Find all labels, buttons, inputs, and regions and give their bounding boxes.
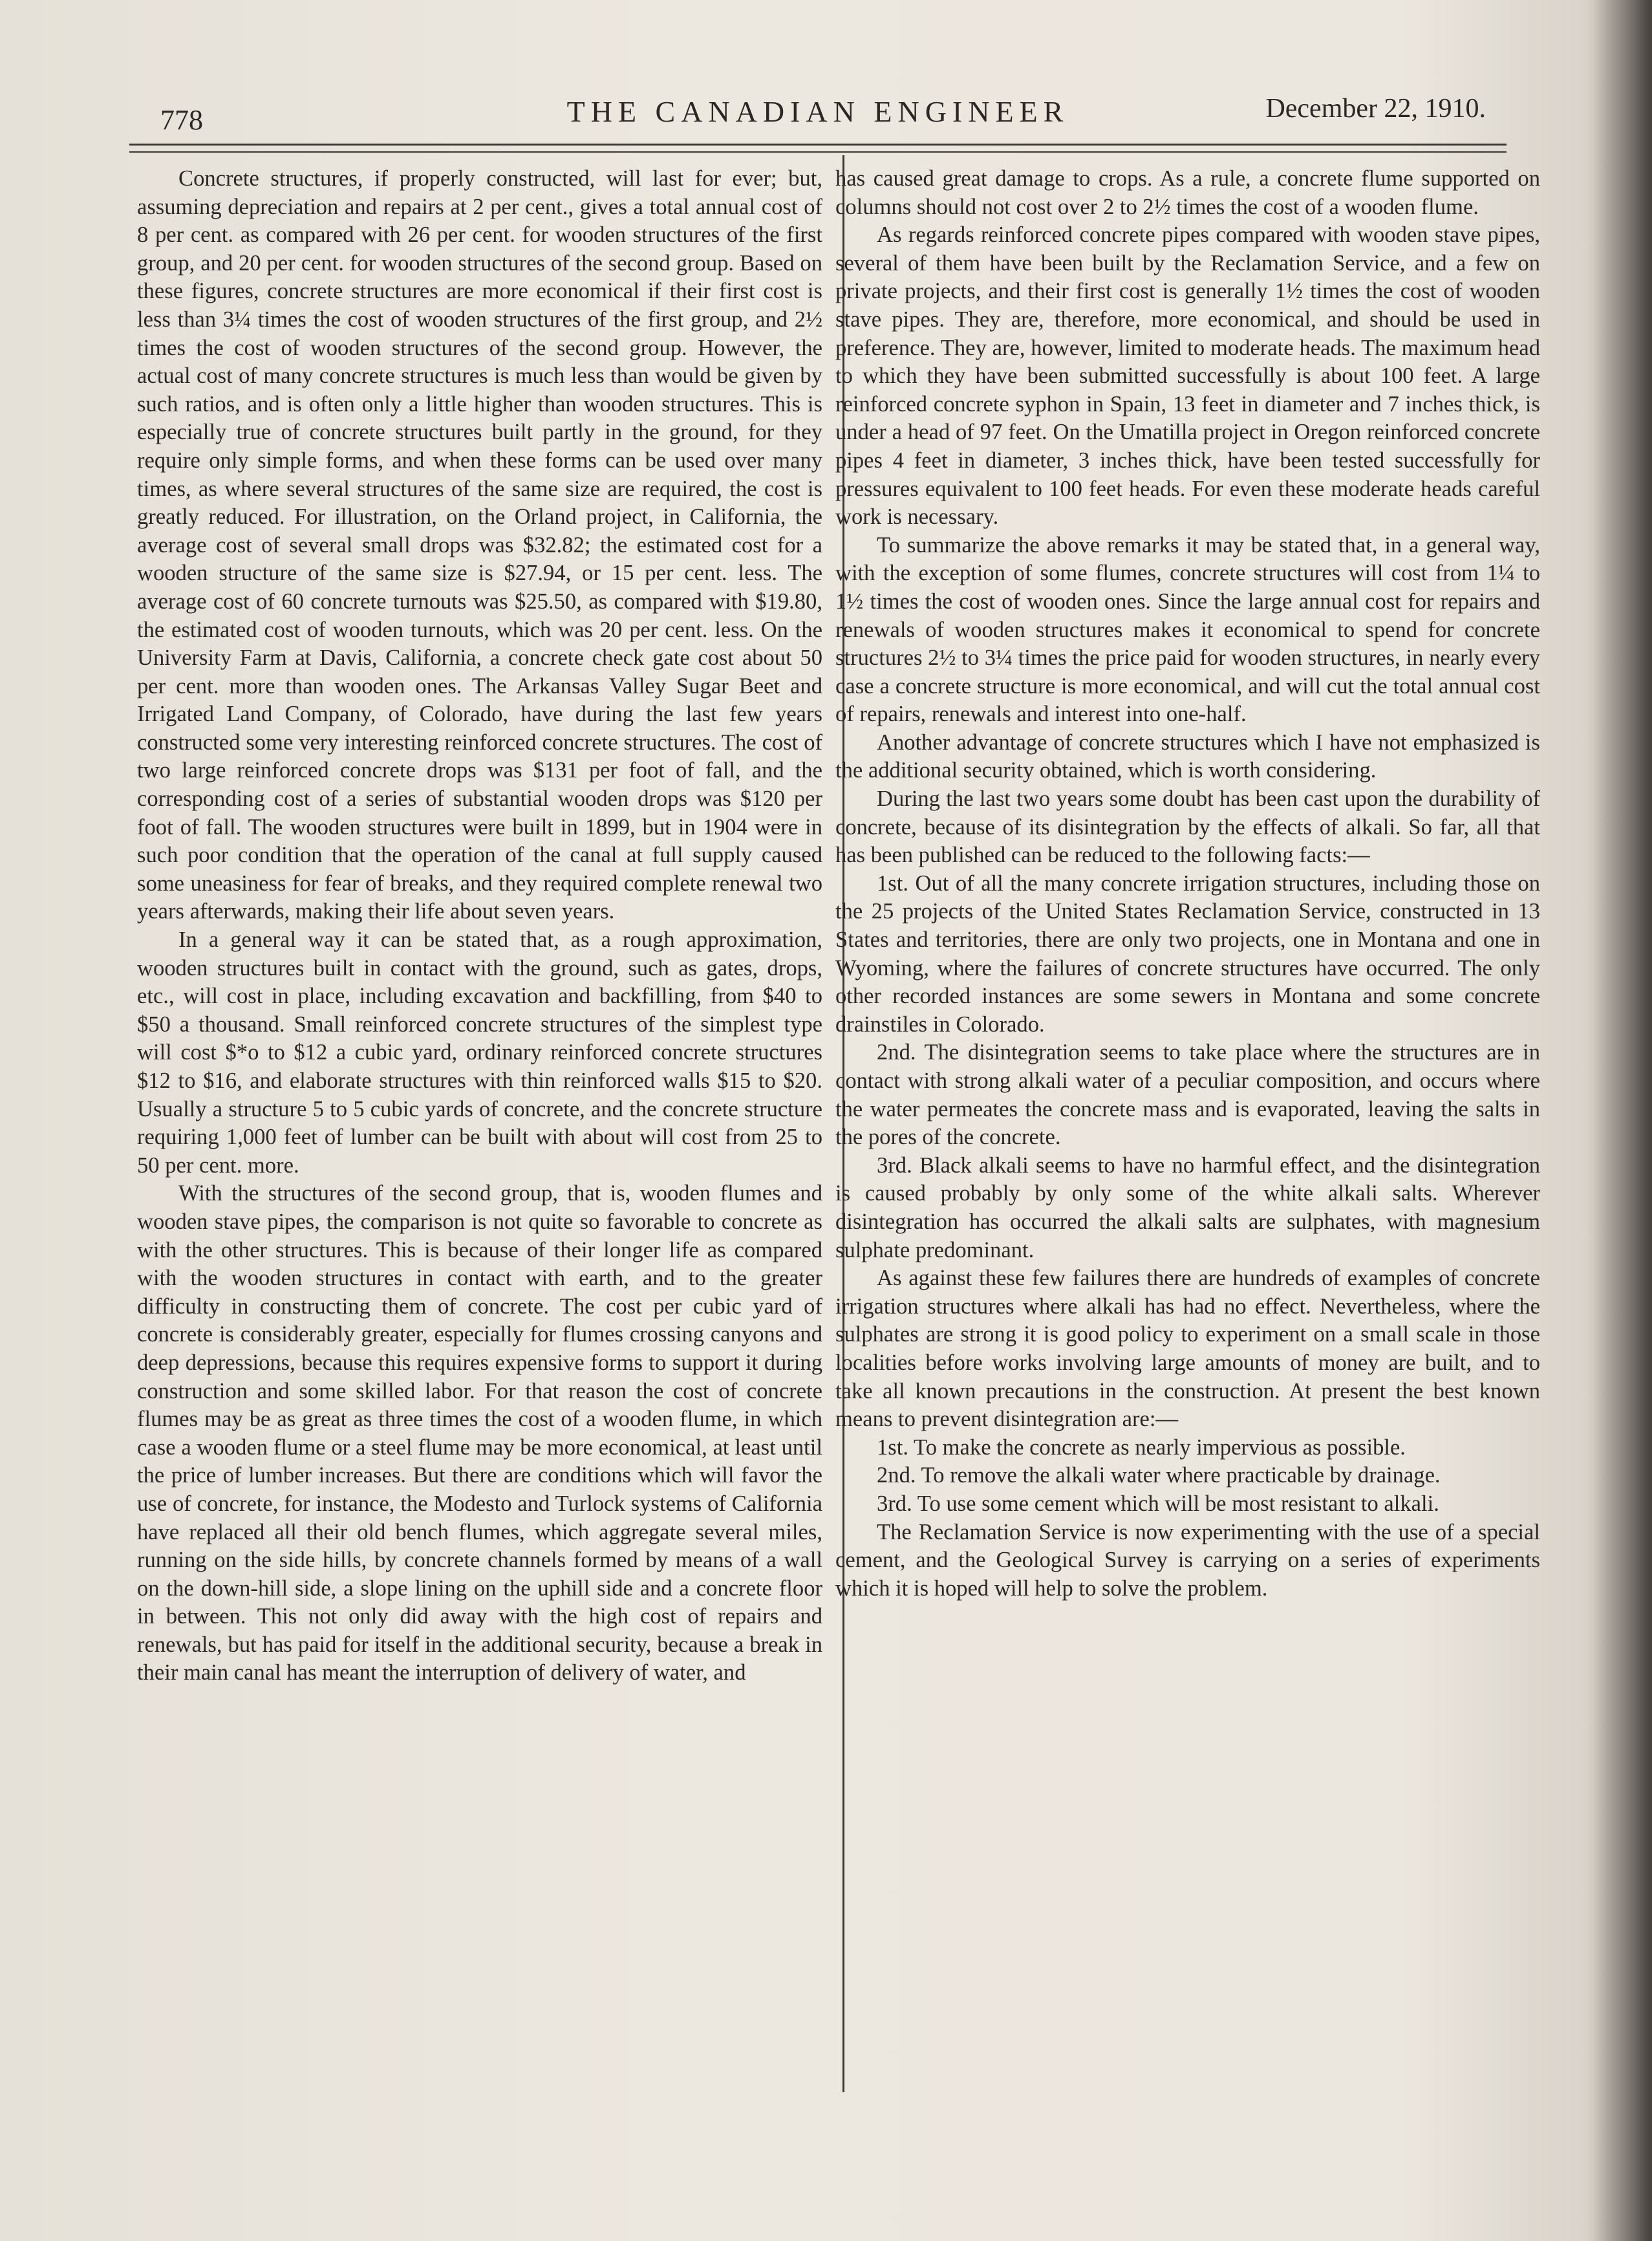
paragraph: With the structures of the second group, that is, wooden flumes and wooden stave pipes, the comparison is not quite so favorable to concrete as with the other structures. This is because of their longer life as compared with the wooden structures in contact with earth, and to the greater difficulty in constructing them of concrete. The cost per cubic yard of concrete is considerably greater, especially for flumes crossing canyons and deep depressions, because this requires expensive forms to support it during construction and some skilled labor. For that reason the cost of concrete flumes may be as great as three times the cost of a wooden flume, in which case a wooden flume or a steel flume may be more economical, at least until the price of lumber increases. But there are conditions which will favor the use of concrete, for instance, the Modesto and Turlock systems of California have replaced all their old bench flumes, which aggregate several miles, running on the side hills, by concrete channels formed by means of a wall on the down-hill side, a slope lining on the uphill side and a concrete floor in between. This not only did away with the high cost of repairs and renewals, but has paid for itself in the additional security, because a break in their main canal has meant the interruption of delivery of water, and [137, 1181, 822, 1685]
binding-shadow [1594, 0, 1652, 2241]
paragraph: 1st. Out of all the many concrete irrigation structures, including those on the 25 projects of the United States Reclamation Service, constructed in 13 States and territories, there are only two projects, one in Montana and one in Wyoming, where the failures of concrete structures have occurred. The only other recorded instances are some sewers in Montana and some concrete drainstiles in Colorado. [835, 871, 1540, 1037]
paragraph: has caused great damage to crops. As a rule, a concrete flume supported on columns should not cost over 2 to 2½ times the cost of a wooden flume. [835, 166, 1540, 219]
list-item: 3rd. To use some cement which will be most resistant to alkali. [877, 1491, 1439, 1516]
header-rule-bottom [129, 151, 1507, 153]
paragraph: 2nd. The disintegration seems to take place where the structures are in contact with strong alkali water of a peculiar composition, and occurs where the water permeates the concrete mass and is evaporated, leaving the salts in the pores of the concrete. [835, 1040, 1540, 1150]
page-header [129, 89, 1507, 135]
left-column [137, 165, 822, 1687]
paragraph: The Reclamation Service is now experimenting with the use of a special cement, and the Geological Survey is carrying on a series of experiments which it is hoped will help to solve the problem. [835, 1519, 1540, 1601]
list-item: 1st. To make the concrete as nearly impervious as possible. [877, 1434, 1406, 1460]
paragraph: 3rd. Black alkali seems to have no harmful effect, and the disintegration is caused probably by only some of the white alkali salts. Wherever disintegration has occurred the alkali salts are sulphates, with magnesium sulphate predominant. [835, 1153, 1540, 1262]
paragraph: To summarize the above remarks it may be stated that, in a general way, with the exception of some flumes, concrete structures will cost from 1¼ to 1½ times the cost of wooden ones. Since the large annual cost for repairs and renewals of wooden structures makes it economical to spend for concrete structures 2½ to 3¼ times the price paid for wooden structures, in nearly every case a concrete structure is more economical, and will cut the total annual cost of repairs, renewals and interest into one-half. [835, 532, 1540, 727]
paragraph: Another advantage of concrete structures which I have not emphasized is the additional security obtained, which is worth considering. [835, 730, 1540, 783]
list-item: 2nd. To remove the alkali water where practicable by drainage. [877, 1463, 1441, 1488]
journal-title: THE CANADIAN ENGINEER [566, 95, 1069, 128]
issue-date: December 22, 1910. [1265, 94, 1486, 124]
paragraph: In a general way it can be stated that, as a rough approximation, wooden structures built in contact with the ground, such as gates, drops, etc., will cost in place, including excavation and backfilling, from $40 to $50 a thousand. Small reinforced concrete structures of the simplest type will cost $*o to $12 a cubic yard, ordinary reinforced concrete structures $12 to $16, and elaborate structures with thin reinforced walls $15 to $20. Usually a structure 5 to 5 cubic yards of concrete, and the concrete structure requiring 1,000 feet of lumber can be built with about will cost from 25 to 50 per cent. more. [137, 927, 822, 1178]
right-column [835, 165, 1540, 1603]
paragraph: Concrete structures, if properly constructed, will last for ever; but, assuming depreciation and repairs at 2 per cent., gives a total annual cost of 8 per cent. as compared with 26 per cent. for wooden structures of the first group, and 20 per cent. for wooden structures of the second group. Based on these figures, concrete structures are more economical if their first cost is less than 3¼ times the cost of wooden structures of the first group, and 2½ times the cost of wooden structures of the second group. However, the actual cost of many concrete structures is much less than would be given by such ratios, and is often only a little higher than wooden structures. This is especially true of concrete structures built partly in the ground, for they require only simple forms, and when these forms can be used over many times, as where several structures of the same size are required, the cost is greatly reduced. For illustration, on the Orland project, in California, the average cost of several small drops was $32.82; the estimated cost for a wooden structure of the same size is $27.94, or 15 per cent. less. The average cost of 60 concrete turnouts was $25.50, as compared with $19.80, the estimated cost of wooden turnouts, which was 20 per cent. less. On the University Farm at Davis, California, a concrete check gate cost about 50 per cent. more than wooden ones. The Arkansas Valley Sugar Beet and Irrigated Land Company, of Colorado, have during the last few years constructed some very interesting reinforced concrete structures. The cost of two large reinforced concrete drops was $131 per foot of fall, and the corresponding cost of a series of substantial wooden drops was $120 per foot of fall. The wooden structures were built in 1899, but in 1904 were in such poor condition that the operation of the canal at full supply caused some uneasiness for fear of breaks, and they required complete renewal two years afterwards, making their life about seven years. [137, 166, 822, 924]
paragraph: As regards reinforced concrete pipes compared with wooden stave pipes, several of them have been built by the Reclamation Service, and a few on private projects, and their first cost is generally 1½ times the cost of wooden stave pipes. They are, therefore, more economical, and should be used in preference. They are, however, limited to moderate heads. The maximum head to which they have been submitted successfully is about 100 feet. A large reinforced concrete syphon in Spain, 13 feet in diameter and 7 inches thick, is under a head of 97 feet. On the Umatilla project in Oregon reinforced concrete pipes 4 feet in diameter, 3 inches thick, have been tested successfully for pressures equivalent to 100 feet heads. For even these moderate heads careful work is necessary. [835, 222, 1540, 530]
page-number: 778 [160, 104, 203, 136]
paragraph: As against these few failures there are hundreds of examples of concrete irrigation structures where alkali has had no effect. Nevertheless, where the sulphates are strong it is good policy to experiment on a small scale in those localities before works involving large amounts of money are built, and to take all known precautions in the construction. At present the best known means to prevent disintegration are:— [835, 1266, 1540, 1432]
header-rule-top [129, 144, 1507, 146]
paragraph: During the last two years some doubt has been cast upon the durability of concrete, because of its disintegration by the effects of alkali. So far, all that has been published can be reduced to the following facts:— [835, 786, 1540, 868]
